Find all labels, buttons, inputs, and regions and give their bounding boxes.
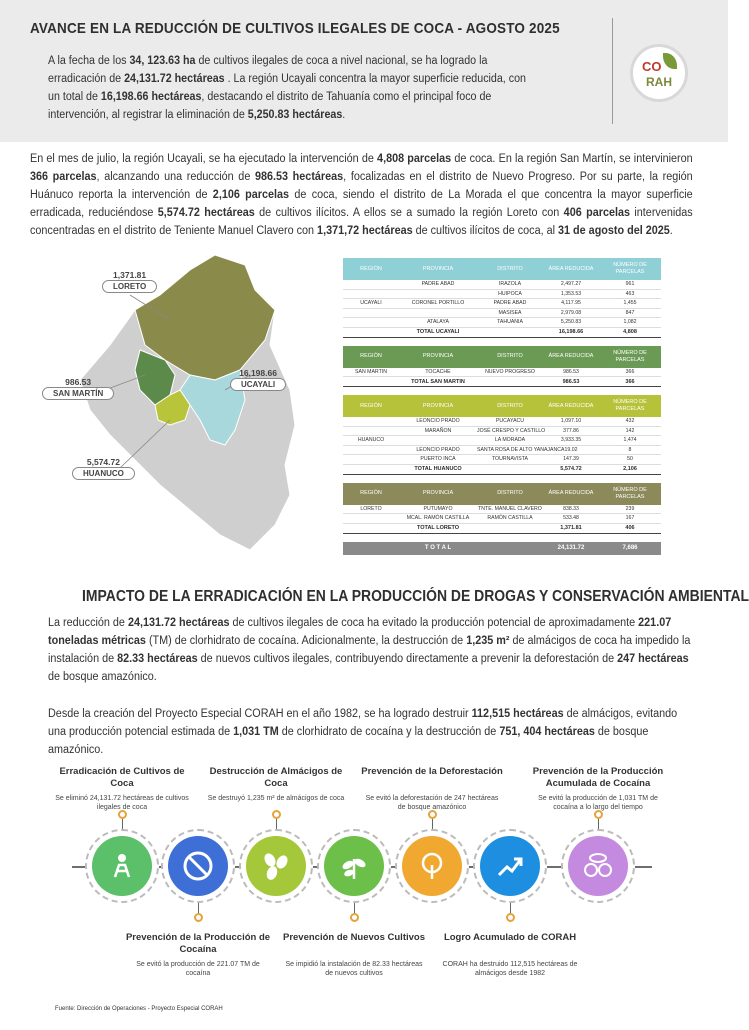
text: .	[669, 225, 673, 237]
text: . La región Ucayali concentra la mayor superficie reducida, con un total de	[48, 73, 527, 103]
text: de almácigos de coca ha impedido la instalación de	[48, 635, 691, 665]
value: 1,371.81	[113, 270, 147, 280]
total-cell: TOTAL HUANUCO	[414, 466, 462, 472]
table-row	[343, 455, 661, 465]
header-summary	[48, 52, 532, 124]
table-row	[343, 299, 661, 309]
text: de bosque amazónico.	[48, 671, 157, 683]
table-cell: PUTUMAYO	[423, 505, 453, 512]
text: intervenidas concentradas en el distrito de Teniente Manuel Clavero con	[30, 207, 693, 237]
milestone-description: Se destruyó 1,235 m² de almácigos de coca	[207, 795, 345, 802]
total-cell: TOTAL UCAYALI	[416, 329, 460, 335]
milestone-description: Se evitó la producción de 1,031 TM de cocaína a lo largo del tiempo	[538, 795, 658, 811]
leaf-icon	[663, 53, 677, 69]
region-pill: HUANUCO	[72, 467, 135, 480]
table-loreto	[343, 483, 661, 534]
total-cell: TOTAL LORETO	[416, 525, 460, 531]
trend-up-icon	[480, 836, 540, 896]
map-label-sanmartin	[42, 377, 114, 400]
table-cell: HUANUCO	[357, 437, 385, 444]
milestone-dot	[350, 913, 359, 922]
grand-total-label: T O T A L	[424, 545, 452, 551]
table-header	[343, 346, 661, 368]
table-header	[343, 395, 661, 417]
peru-map	[40, 250, 310, 550]
region-pill: UCAYALI	[230, 378, 286, 391]
table-cell: 147.39	[563, 456, 579, 463]
table-cell: JOSÉ CRESPO Y CASTILLO	[477, 427, 546, 434]
table-cell: TOCACHE	[425, 368, 451, 375]
text-bold: 82.33 hectáreas	[117, 653, 198, 665]
table-cell: 377.86	[563, 427, 579, 434]
impact-paragraph	[48, 614, 697, 686]
header-cell-parcelas: NÚMERO DE PARCELAS	[613, 262, 647, 275]
leaves-icon	[246, 836, 306, 896]
table-cell: TOURNAVISTA	[491, 456, 529, 463]
text-bold: 112,515 hectáreas	[471, 708, 564, 720]
table-total-row	[343, 377, 661, 387]
table-row	[343, 446, 661, 456]
milestone-title: Prevención de la Deforestación	[361, 766, 503, 777]
region-pill: LORETO	[102, 280, 157, 293]
text-bold: 221.07 toneladas métricas	[48, 617, 672, 647]
table-sanmartin	[343, 346, 661, 388]
table-row	[343, 280, 661, 290]
table-cell: 3,933.35	[560, 437, 582, 444]
text-bold: 986.53 hectáreas	[254, 171, 344, 183]
table-cell: 463	[625, 290, 635, 297]
table-cell: LEONCIO PRADO	[416, 418, 460, 425]
text-bold: 406 parcelas	[563, 207, 630, 219]
table-cell: 8	[628, 446, 632, 453]
table-cell: NUEVO PROGRESO	[485, 368, 535, 375]
table-cell: 239	[625, 505, 635, 512]
milestone-description: Se evitó la deforestación de 247 hectáreas de bosque amazónico	[365, 795, 499, 811]
table-row	[343, 514, 661, 524]
table-cell: 1,455	[623, 300, 637, 307]
text: de coca, siendo el distrito de La Morada el que concentra la mayor superficie erradicada, reduciéndose	[30, 189, 693, 219]
grand-total-parcelas: 7,686	[622, 545, 638, 551]
table-row	[343, 309, 661, 319]
value: 5,574.72	[86, 457, 120, 467]
header-cell-region: REGIÓN	[360, 490, 382, 496]
table-cell: 838.33	[563, 505, 579, 512]
corah-logo	[630, 44, 688, 102]
header-cell-area: ÁREA REDUCIDA	[548, 490, 594, 496]
table-cell: MCAL. RAMÓN CASTILLA	[406, 515, 470, 522]
table-cell: 1,082	[623, 319, 637, 326]
total-cell: 4,808	[623, 329, 637, 335]
text: , destacando el distrito de Tahuanía como el principal foco de intervención, al registrar la eliminación de	[48, 91, 492, 121]
milestone-description: CORAH ha destruido 112,515 hectáreas de almácigos desde 1982	[442, 961, 578, 977]
page-title: AVANCE EN LA REDUCCIÓN DE CULTIVOS ILEGALES DE COCA - AGOSTO 2025	[30, 20, 560, 37]
milestone-title: Prevención de la Producción Acumulada de Cocaína	[532, 766, 664, 789]
logo-text-co: CO	[642, 59, 662, 74]
text: A la fecha de los	[48, 55, 130, 67]
total-cell: 2,106	[623, 466, 637, 472]
text: de cultivos ilegales de coca a nivel nacional, se ha logrado la erradicación de	[48, 55, 488, 85]
table-cell: RAMÓN CASTILLA	[487, 515, 533, 522]
text-bold: 1,235 m²	[466, 635, 510, 647]
plant-icon	[324, 836, 384, 896]
total-cell: 1,371.81	[560, 525, 582, 531]
table-cell: PADRE ABAD	[493, 300, 527, 307]
table-cell: 1,353.53	[560, 290, 582, 297]
table-cell: 4,117.95	[561, 300, 581, 307]
table-cell: 366	[625, 368, 635, 375]
table-cell: PUERTO INCA	[420, 456, 456, 463]
table-row	[343, 436, 661, 446]
pills-icon	[568, 836, 628, 896]
history-paragraph	[48, 705, 697, 759]
table-cell: PADRE ABAD	[421, 281, 455, 288]
intro-paragraph	[30, 150, 693, 240]
text: de nuevos cultivos ilegales, contribuyendo directamente a prevenir la deforestación de	[197, 653, 618, 665]
table-row	[343, 318, 661, 328]
map-svg	[40, 250, 310, 550]
milestone-description: Se impidió la instalación de 82.33 hectáreas de nuevos cultivos	[285, 961, 423, 977]
header-cell-parcelas: NÚMERO DE PARCELAS	[613, 399, 647, 412]
text-bold: 24,131.72 hectáreas	[127, 617, 230, 629]
text: de cultivos ilícitos de coca, al	[412, 225, 559, 237]
header-cell-provincia: PROVINCIA	[422, 402, 454, 409]
text-bold: 247 hectáreas	[617, 653, 689, 665]
text: En el mes de julio, la región Ucayali, se ha ejecutado la intervención de	[30, 153, 378, 165]
header-cell-parcelas: NÚMERO DE PARCELAS	[613, 486, 647, 500]
table-cell: 432	[625, 418, 635, 425]
table-total-row	[343, 328, 661, 338]
tree-icon	[402, 836, 462, 896]
total-cell: 986.53	[562, 378, 580, 385]
text: de cultivos ilegales de coca ha evitado la producción potencial de aproximadamente	[229, 617, 639, 629]
table-cell: MASISEA	[498, 309, 522, 316]
milestone-title: Prevención de la Producción de Cocaína	[125, 932, 271, 955]
table-cell: TNTE. MANUEL CLAVERO	[478, 505, 542, 512]
table-total-row	[343, 524, 661, 534]
milestone-dot	[194, 913, 203, 922]
milestone-circle	[473, 829, 547, 903]
table-cell: TAHUANIA	[497, 319, 523, 326]
table-cell: 2,497.27	[560, 281, 582, 288]
text-bold: 1,031 TM	[233, 726, 279, 738]
logo-text-rah: RAH	[646, 75, 672, 89]
text-bold: 2,106 parcelas	[212, 189, 290, 201]
header-cell-area: ÁREA REDUCIDA	[548, 402, 594, 409]
table-cell: 167	[625, 515, 635, 522]
map-label-huanuco	[72, 457, 135, 480]
header-cell-provincia: PROVINCIA	[422, 353, 454, 359]
text: (TM) de clorhidrato de cocaína. Adicionalmente, la destrucción de	[145, 635, 467, 647]
map-label-loreto	[102, 270, 157, 293]
table-total-row	[343, 465, 661, 475]
text-bold: 751, 404 hectáreas	[499, 726, 595, 738]
table-cell: 5,250.83	[560, 319, 582, 326]
milestone-title: Prevención de Nuevos Cultivos	[282, 932, 425, 943]
milestone-dot	[506, 913, 515, 922]
header-cell-parcelas: NÚMERO DE PARCELAS	[613, 349, 647, 363]
milestone-circle	[239, 829, 313, 903]
header-cell-distrito: DISTRITO	[497, 353, 523, 359]
text: , alcanzando una reducción de	[96, 171, 255, 183]
text-bold: 31 de agosto del 2025	[558, 225, 670, 237]
milestone-title: Erradicación de Cultivos de Coca	[59, 766, 185, 789]
header-cell-region: REGIÓN	[360, 265, 382, 272]
table-cell: 986.53	[563, 368, 579, 375]
table-cell: 1,097.10	[560, 418, 582, 425]
table-cell: UCAYALI	[360, 300, 382, 307]
value: 16,198.66	[239, 368, 277, 378]
section-title: IMPACTO DE LA ERRADICACIÓN EN LA PRODUCCIÓN DE DROGAS Y CONSERVACIÓN AMBIENTAL	[82, 588, 749, 605]
farmer-icon	[92, 836, 152, 896]
text: Desde la creación del Proyecto Especial CORAH en el año 1982, se ha logrado destruir	[48, 708, 472, 720]
table-row	[343, 417, 661, 427]
text: de clorhidrato de cocaína y la destrucción de	[278, 726, 500, 738]
table-row	[343, 290, 661, 300]
table-ucayali	[343, 258, 661, 338]
total-cell: 406	[625, 525, 635, 531]
header-cell-provincia: PROVINCIA	[422, 265, 454, 272]
table-cell: 533.48	[563, 515, 579, 522]
table-cell: CORONEL PORTILLO	[411, 300, 465, 307]
text-bold: 5,250.83 hectáreas	[247, 109, 343, 121]
table-cell: 19.02	[564, 446, 578, 453]
milestone-circle	[161, 829, 235, 903]
milestone-dot	[272, 810, 281, 819]
header-cell-distrito: DISTRITO	[497, 265, 523, 272]
table-row	[343, 368, 661, 378]
map-label-ucayali	[230, 368, 286, 391]
milestone-circle	[561, 829, 635, 903]
table-cell: 961	[625, 281, 635, 288]
text: de coca. En la región San Martín, se intervinieron	[451, 153, 693, 165]
table-cell: ATALAYA	[427, 319, 449, 326]
table-row	[343, 427, 661, 437]
header-cell-distrito: DISTRITO	[497, 402, 523, 409]
header-divider	[612, 18, 613, 124]
text-bold: 34, 123.63 ha	[129, 55, 196, 67]
text: de cultivos ilícitos. A ellos se a sumado la región Loreto con	[254, 207, 564, 219]
milestone-circle	[317, 829, 391, 903]
total-cell: 16,198.66	[558, 329, 584, 335]
table-row	[343, 505, 661, 515]
text: de almácigos, evitando una producción potencial estimada de	[48, 708, 678, 738]
text-bold: 1,371,72 hectáreas	[317, 225, 413, 237]
prohibited-icon	[168, 836, 228, 896]
value: 986.53	[65, 377, 92, 387]
text: .	[342, 109, 346, 121]
milestone-circle	[85, 829, 159, 903]
header-cell-region: REGIÓN	[360, 402, 382, 409]
text: , focalizadas en el distrito de Nuevo Progreso. Por su parte, la región Huánuco reporta la intervención de	[30, 171, 693, 201]
text-bold: 5,574.72 hectáreas	[157, 207, 255, 219]
milestone-description: Se evitó la producción de 221.07 TM de cocaína	[136, 961, 260, 977]
table-huanuco	[343, 395, 661, 475]
table-cell: 142	[625, 427, 635, 434]
header-cell-provincia: PROVINCIA	[422, 490, 454, 496]
text-bold: 24,131.72 hectáreas	[124, 73, 225, 85]
region-pill: SAN MARTÍN	[42, 387, 114, 400]
table-cell: 847	[625, 309, 635, 316]
total-cell: 5,574.72	[560, 466, 582, 472]
milestone-title: Logro Acumulado de CORAH	[443, 932, 577, 943]
text-bold: 16,198.66 hectáreas	[100, 91, 202, 103]
table-cell: LA MORADA	[494, 437, 526, 444]
header-cell-area: ÁREA REDUCIDA	[548, 265, 594, 272]
milestone-title: Destrucción de Almácigos de Coca	[209, 766, 343, 789]
header-cell-region: REGIÓN	[360, 353, 382, 359]
table-cell: SAN MARTIN	[355, 368, 387, 375]
region-tables	[343, 258, 661, 555]
text-bold: 366 parcelas	[30, 171, 97, 183]
table-cell: HUIPOCA	[498, 290, 522, 297]
table-cell: PUCAYACU	[495, 418, 525, 425]
table-cell: 50	[627, 456, 633, 463]
text-bold: 4,808 parcelas	[377, 153, 452, 165]
source-note: Fuente: Dirección de Operaciones - Proyecto Especial CORAH	[55, 1006, 223, 1012]
grand-total-row	[343, 542, 661, 555]
table-header	[343, 258, 661, 280]
table-header	[343, 483, 661, 505]
grand-total-area: 24,131.72	[557, 545, 585, 551]
table-cell: MARAÑON	[424, 427, 452, 434]
text: de bosque amazónico.	[48, 726, 649, 756]
total-cell: 366	[625, 378, 635, 385]
milestone-circle	[395, 829, 469, 903]
table-cell: IRAZOLA	[498, 281, 522, 288]
header-cell-area: ÁREA REDUCIDA	[548, 353, 594, 359]
table-cell: SANTA ROSA DE ALTO YANAJANCA	[477, 446, 565, 453]
milestone-description: Se eliminó 24,131.72 hectáreas de cultivos ilegales de coca	[55, 795, 189, 811]
text: La reducción de	[48, 617, 128, 629]
table-cell: 2,979.08	[560, 309, 582, 316]
total-cell: TOTAL SAN MARTIN	[411, 378, 465, 385]
header-band	[0, 0, 728, 142]
table-cell: 1,474	[623, 437, 637, 444]
table-cell: LEONCIO PRADO	[416, 446, 460, 453]
table-cell: LORETO	[360, 505, 382, 512]
header-cell-distrito: DISTRITO	[497, 490, 523, 496]
